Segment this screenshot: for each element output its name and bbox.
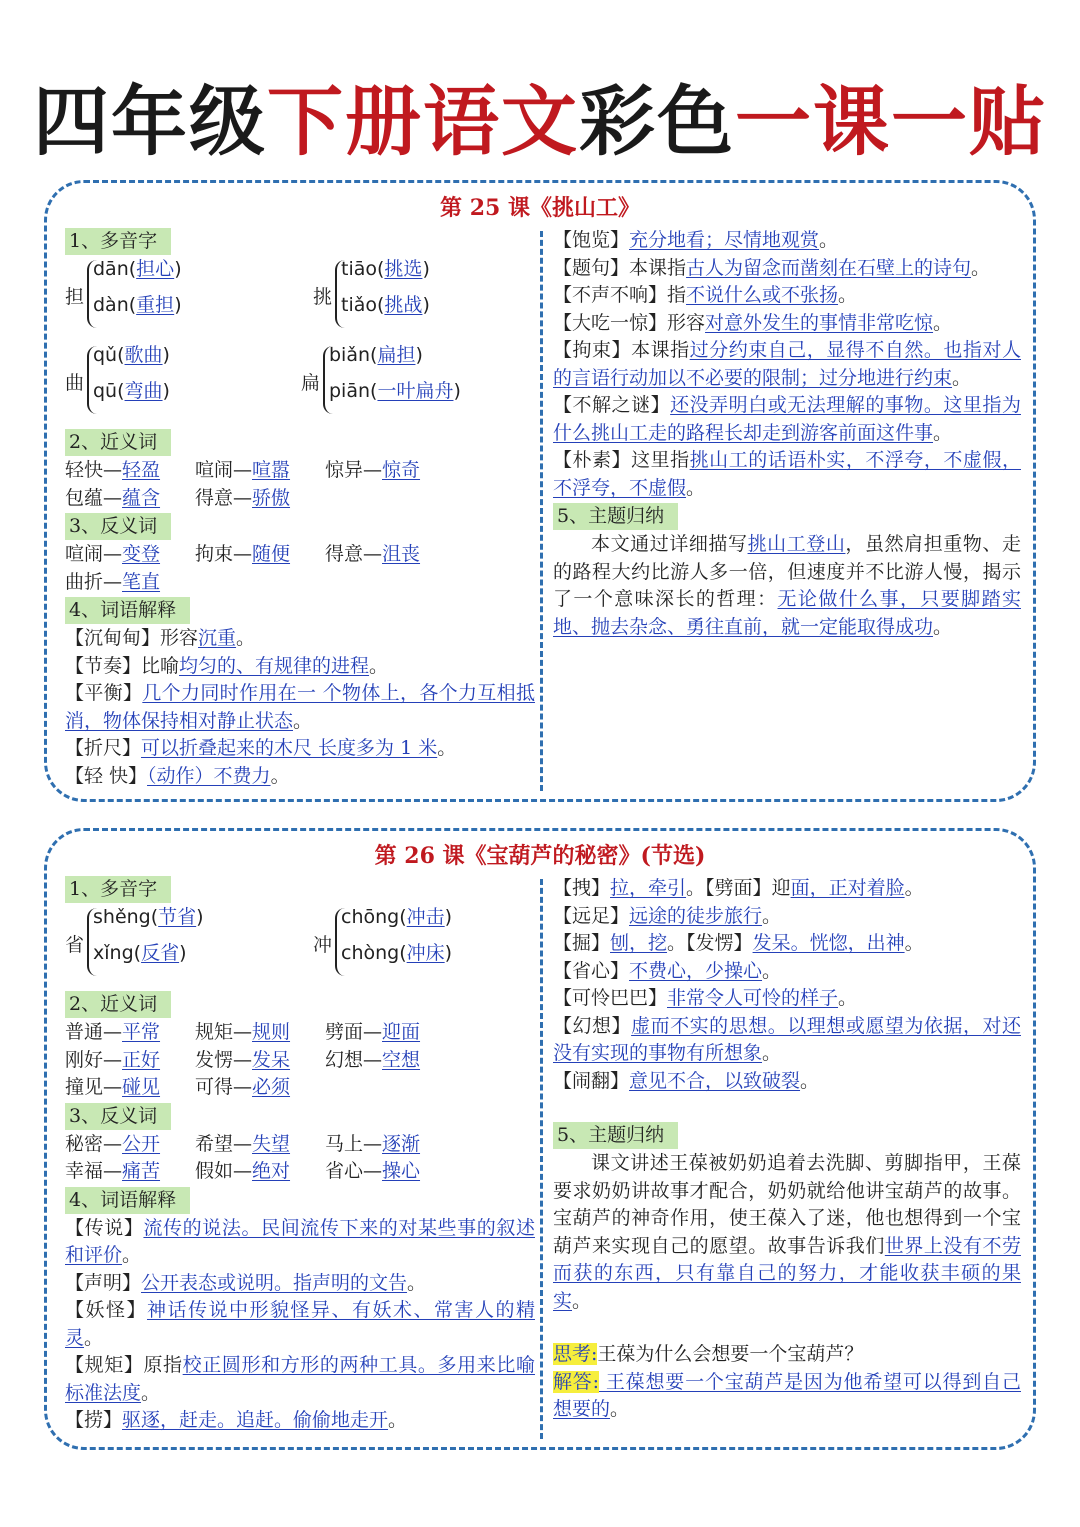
term: 【幻想】 xyxy=(553,1014,632,1037)
highlight: 挑山工登山 xyxy=(747,533,846,555)
definition xyxy=(553,310,1021,338)
pinyin: dàn xyxy=(93,294,129,316)
word: 喧闹— xyxy=(195,459,253,481)
pinyin: qū xyxy=(93,380,118,402)
word: 假如— xyxy=(195,1160,253,1182)
example-word: 一叶扁舟 xyxy=(377,380,454,402)
definition xyxy=(553,227,1021,255)
highlight: 无论做什么事，只要脚踏实地、抛去杂念、勇往直前，就一定能取得成功 xyxy=(553,588,1021,638)
word: 秘密— xyxy=(65,1132,123,1155)
prefix: 原指 xyxy=(143,1354,183,1376)
punct: 。 xyxy=(904,932,924,954)
prefix: 本课指 xyxy=(629,256,687,279)
polyphone-group: 省 shěng(节省) xǐng(反省) xyxy=(65,904,265,990)
definition xyxy=(65,735,535,763)
definition xyxy=(553,930,1021,958)
polyphone-group: 担 dān(担心) dàn(重担) xyxy=(65,256,265,342)
word: 惊异— xyxy=(325,459,383,481)
definition xyxy=(553,1068,1021,1096)
synonym: 正好 xyxy=(122,1048,161,1071)
synonym: 规则 xyxy=(252,1021,291,1043)
think-question xyxy=(553,1341,1021,1369)
punct: 。 xyxy=(762,904,782,927)
word: 喧闹— xyxy=(65,543,123,565)
title-part-color: 彩色 xyxy=(579,77,735,166)
meaning: 校正圆形和方形的两种工具。多用来比喻标准法度 xyxy=(65,1354,535,1404)
pinyin: piān xyxy=(329,380,371,402)
example-word: 节省 xyxy=(158,906,197,928)
antonym: 痛苦 xyxy=(122,1160,161,1182)
word: 普通— xyxy=(65,1021,123,1043)
meaning: 均匀的、有规律的进程 xyxy=(179,654,370,677)
lesson-26-title: 第 26 课《宝葫芦的秘密》(节选) xyxy=(374,843,706,869)
punct: 。 xyxy=(819,229,839,251)
lesson-25-title: 第 25 课《挑山工》 xyxy=(440,195,640,221)
word: 曲折— xyxy=(65,570,123,593)
section-synonyms: 2、近义词 xyxy=(65,991,171,1018)
lesson-26-card xyxy=(44,828,1036,1450)
punct: 。 xyxy=(388,1409,408,1431)
synonym-row xyxy=(65,485,535,513)
example-word: 重担 xyxy=(136,294,175,316)
definition xyxy=(553,985,1021,1013)
meaning: 拉，牵引 xyxy=(610,877,687,899)
answer xyxy=(553,1369,1021,1424)
word: 马上— xyxy=(325,1132,383,1155)
prefix: 形容 xyxy=(667,311,706,334)
polyphone-char: 省 xyxy=(65,934,85,956)
polyphone-row xyxy=(65,256,535,342)
term: 【闹翻】 xyxy=(553,1069,630,1092)
meaning: 流传的说法。民间流传下来的对某些事的叙述和评价 xyxy=(65,1216,535,1266)
word: 拘束— xyxy=(195,543,253,565)
punct: 。 xyxy=(141,1381,161,1404)
prefix: 本课指 xyxy=(631,339,690,361)
synonym: 空想 xyxy=(382,1048,421,1071)
meaning: 不费心，少操心 xyxy=(629,959,763,982)
lesson-25-left-column xyxy=(65,227,535,790)
section-definitions: 4、词语解释 xyxy=(65,1187,190,1214)
word: 规矩— xyxy=(195,1021,253,1043)
word: 包蕴— xyxy=(65,486,123,509)
polyphone-group: 挑 tiāo(挑选) tiǎo(挑战) xyxy=(313,256,513,342)
pinyin: xǐng xyxy=(93,942,134,964)
polyphone-row xyxy=(65,342,535,428)
synonym-row xyxy=(65,1047,535,1075)
punct: 。 xyxy=(686,877,706,899)
polyphone-group: 曲 qǔ(歌曲) qū(弯曲) xyxy=(65,342,265,428)
synonym: 蕴含 xyxy=(122,486,161,509)
definition xyxy=(553,282,1021,310)
term: 【规矩】 xyxy=(65,1354,144,1376)
punct: 。 xyxy=(762,1042,782,1064)
polyphone-char: 冲 xyxy=(313,934,333,956)
punct: 。 xyxy=(369,654,389,677)
lesson-25-right-column xyxy=(553,227,1021,641)
think-text: 王葆为什么会想要一个宝葫芦？ xyxy=(597,1343,864,1365)
antonym-row xyxy=(65,1131,535,1159)
title-part-book: 下册语文 xyxy=(267,77,579,166)
example-word: 冲床 xyxy=(406,942,445,964)
punct: 。 xyxy=(686,476,706,499)
example-word: 挑选 xyxy=(384,258,423,280)
antonym: 公开 xyxy=(122,1132,161,1155)
polyphone-char: 扁 xyxy=(301,372,321,394)
antonym: 沮丧 xyxy=(382,543,421,565)
term: 【声明】 xyxy=(65,1271,142,1294)
meaning: 发呆。恍惚，出神 xyxy=(752,932,905,954)
answer-label: 解答: xyxy=(553,1370,600,1393)
synonym: 必须 xyxy=(252,1076,291,1098)
punct: 。 xyxy=(838,987,858,1009)
punct: 。 xyxy=(437,737,457,759)
definition xyxy=(553,392,1021,447)
meaning: 过分约束自己，显得不自然。也指对人的言语行动加以不必要的限制；过分地进行约束 xyxy=(553,339,1021,389)
example-word: 弯曲 xyxy=(124,380,163,402)
definition xyxy=(65,1407,535,1435)
punct: 。 xyxy=(933,311,953,334)
term: 【不声不响】 xyxy=(553,284,668,306)
word: 劈面— xyxy=(325,1021,383,1043)
word: 撞见— xyxy=(65,1076,123,1098)
lesson-26-left-column xyxy=(65,875,535,1435)
punct: 。 xyxy=(270,764,290,787)
punct: 。 xyxy=(800,1069,820,1092)
meaning: 对意外发生的事情非常吃惊 xyxy=(705,311,934,334)
meaning: 沉重 xyxy=(198,627,237,649)
term: 【掘】 xyxy=(553,932,611,954)
punct: 。 xyxy=(667,932,687,954)
punct: 。 xyxy=(293,709,313,732)
section-polyphones: 1、多音字 xyxy=(65,228,171,255)
synonym: 碰见 xyxy=(122,1076,161,1098)
synonym: 平常 xyxy=(122,1021,161,1043)
definition xyxy=(65,1270,535,1298)
theme-paragraph xyxy=(553,531,1021,641)
pinyin: biǎn xyxy=(329,344,371,366)
polyphone-group: 扁 biǎn(扁担) piān(一叶扁舟) xyxy=(301,342,501,428)
term: 【不解之谜】 xyxy=(553,394,671,416)
antonym: 逐渐 xyxy=(382,1132,421,1155)
pinyin: tiǎo xyxy=(341,294,377,316)
punct: 。 xyxy=(122,1244,142,1266)
punct: 。 xyxy=(904,877,924,899)
definition xyxy=(553,447,1021,502)
meaning: （动作）不费力 xyxy=(147,764,271,787)
text: 。 xyxy=(572,1289,592,1312)
term: 【沉甸甸】 xyxy=(65,627,161,649)
example-word: 反省 xyxy=(141,942,180,964)
prefix: 形容 xyxy=(160,627,199,649)
term: 【省心】 xyxy=(553,959,630,982)
example-word: 歌曲 xyxy=(124,344,163,366)
meaning: 几个力同时作用在一 个物体上，各个力互相抵消，物体保持相对静止状态 xyxy=(65,682,535,732)
lesson-25-card xyxy=(44,180,1036,802)
punct: 。 xyxy=(610,1398,630,1420)
word: 得意— xyxy=(195,486,253,509)
antonym-row xyxy=(65,569,535,597)
term: 【发愣】 xyxy=(686,932,753,954)
term: 【题句】 xyxy=(553,256,630,279)
punct: 。 xyxy=(952,366,972,389)
meaning: 面，正对着脸 xyxy=(790,877,905,899)
definition xyxy=(553,1013,1021,1068)
definition xyxy=(65,1297,535,1352)
prefix: 指 xyxy=(667,284,687,306)
text: 。 xyxy=(933,615,953,638)
title-part-grade: 四年级 xyxy=(33,77,267,166)
punct: 。 xyxy=(407,1271,427,1294)
punct: 。 xyxy=(762,959,782,982)
meaning: 可以折叠起来的木尺 长度多为 1 米 xyxy=(141,737,438,759)
meaning: 虚而不实的思想。以理想或愿望为依据，对还没有实现的事物有所想象 xyxy=(553,1014,1021,1064)
prefix: 比喻 xyxy=(141,654,180,677)
meaning: 远途的徒步旅行 xyxy=(629,904,763,927)
meaning: 驱逐，赶走。追赶。偷偷地走开 xyxy=(122,1409,389,1431)
term: 【拘束】 xyxy=(553,339,632,361)
pinyin: dān xyxy=(93,258,129,280)
text: 课文讲述王葆被奶奶追着去洗脚、剪脚指甲，王葆要求奶奶讲故事才配合，奶奶就给他讲宝葫芦的故事。宝葫芦的神奇作用，使王葆入了迷，他也想得到一个宝葫芦来实现自己的愿望。故事告诉我们 xyxy=(553,1152,1021,1257)
section-polyphones: 1、多音字 xyxy=(65,876,171,903)
polyphone-char: 曲 xyxy=(65,372,85,394)
section-theme: 5、主题归纳 xyxy=(553,1122,678,1149)
synonym-row xyxy=(65,1074,535,1102)
pinyin: tiāo xyxy=(341,258,377,280)
synonym-row xyxy=(65,1019,535,1047)
section-theme: 5、主题归纳 xyxy=(553,503,678,530)
synonym: 迎面 xyxy=(382,1021,421,1043)
word: 可得— xyxy=(195,1076,253,1098)
think-label: 思考: xyxy=(553,1343,598,1365)
definition xyxy=(65,1352,535,1407)
synonym: 轻盈 xyxy=(122,459,161,481)
section-antonyms: 3、反义词 xyxy=(65,1103,171,1130)
term: 【平衡】 xyxy=(65,682,143,704)
punct: 。 xyxy=(933,421,953,444)
definition xyxy=(553,903,1021,931)
term: 【朴素】 xyxy=(553,449,632,471)
antonym: 操心 xyxy=(382,1160,421,1182)
meaning: 刨，挖 xyxy=(610,932,668,954)
word: 希望— xyxy=(195,1132,253,1155)
synonym: 喧嚣 xyxy=(252,459,291,481)
theme-paragraph xyxy=(553,1150,1021,1315)
synonym: 骄傲 xyxy=(252,486,291,509)
term: 【可怜巴巴】 xyxy=(553,987,668,1009)
highlight: 世界上没有不劳而获的东西，只有靠自己的努力，才能收获丰硕的果实 xyxy=(553,1234,1021,1312)
punct: 。 xyxy=(838,284,858,306)
punct: 。 xyxy=(236,627,256,649)
column-divider xyxy=(540,231,543,791)
antonym: 笔直 xyxy=(122,570,161,593)
section-definitions: 4、词语解释 xyxy=(65,597,190,624)
word: 幸福— xyxy=(65,1160,123,1182)
polyphone-char: 担 xyxy=(65,286,85,308)
term: 【饱览】 xyxy=(553,229,630,251)
meaning: 意见不合，以致破裂 xyxy=(629,1069,801,1092)
prefix: 这里指 xyxy=(631,449,690,471)
lesson-26-right-column xyxy=(553,875,1021,1424)
example-word: 扁担 xyxy=(377,344,416,366)
term: 【劈面】 xyxy=(705,877,772,899)
polyphone-group: 冲 chōng(冲击) chòng(冲床) xyxy=(313,904,513,990)
prefix: 迎 xyxy=(771,877,791,899)
text: 本文通过详细描写 xyxy=(591,533,748,555)
polyphone-row xyxy=(65,904,535,990)
meaning: 神话传说中形貌怪异、有妖术、常害人的精灵 xyxy=(65,1299,535,1349)
pinyin: shěng xyxy=(93,906,151,928)
definition xyxy=(65,680,535,735)
example-word: 冲击 xyxy=(406,906,445,928)
antonym: 绝对 xyxy=(252,1160,291,1182)
text: ，虽然肩担重物、走的路程大约比游人多一倍，但速度并不比游人慢，揭示了一个意味深长的哲理： xyxy=(553,533,1021,610)
meaning: 古人为留念而凿刻在石壁上的诗句 xyxy=(686,256,972,279)
page-title xyxy=(0,72,1080,172)
antonym: 失望 xyxy=(252,1132,291,1155)
term: 【轻 快】 xyxy=(65,764,148,787)
meaning: 公开表态或说明。指声明的文告 xyxy=(141,1271,408,1294)
punct: 。 xyxy=(84,1326,104,1349)
antonym-row xyxy=(65,541,535,569)
term: 【妖怪】 xyxy=(65,1299,147,1321)
word: 得意— xyxy=(325,543,383,565)
definition xyxy=(65,625,535,653)
word: 省心— xyxy=(325,1160,383,1182)
meaning: 挑山工的话语朴实，不浮夸，不虚假，不浮夸，不虚假 xyxy=(553,449,1021,499)
definition xyxy=(553,255,1021,283)
polyphone-char: 挑 xyxy=(313,286,333,308)
answer-text: 王葆想要一个宝葫芦是因为他希望可以得到自己想要的 xyxy=(553,1370,1021,1420)
meaning: 充分地看；尽情地观赏 xyxy=(629,229,820,251)
title-part-sticker: 一课一贴 xyxy=(735,77,1047,166)
column-divider xyxy=(540,879,543,1439)
punct: 。 xyxy=(971,256,991,279)
section-synonyms: 2、近义词 xyxy=(65,429,171,456)
example-word: 担心 xyxy=(136,258,175,280)
term: 【折尺】 xyxy=(65,737,142,759)
term: 【远足】 xyxy=(553,904,630,927)
term: 【传说】 xyxy=(65,1216,144,1239)
definition xyxy=(553,337,1021,392)
antonym-row xyxy=(65,1158,535,1186)
word: 刚好— xyxy=(65,1048,123,1071)
definition xyxy=(65,763,535,791)
word: 轻快— xyxy=(65,459,123,481)
pinyin: chōng xyxy=(341,906,400,928)
antonym: 变登 xyxy=(122,543,161,565)
section-antonyms: 3、反义词 xyxy=(65,513,171,540)
antonym: 随便 xyxy=(252,543,291,565)
term: 【节奏】 xyxy=(65,654,142,677)
pinyin: chòng xyxy=(341,942,400,964)
synonym: 发呆 xyxy=(252,1048,291,1071)
pinyin: qǔ xyxy=(93,344,118,366)
definition xyxy=(553,958,1021,986)
definition xyxy=(553,875,1021,903)
meaning: 还没弄明白或无法理解的事物。这里指为什么挑山工走的路程长却走到游客前面这件事 xyxy=(553,394,1021,444)
definition xyxy=(65,1215,535,1270)
synonym: 惊奇 xyxy=(382,459,421,481)
term: 【拽】 xyxy=(553,877,611,899)
meaning: 不说什么或不张扬 xyxy=(686,284,839,306)
term: 【大吃一惊】 xyxy=(553,311,668,334)
synonym-row xyxy=(65,457,535,485)
meaning: 非常令人可怜的样子 xyxy=(667,987,839,1009)
word: 发愣— xyxy=(195,1048,253,1071)
example-word: 挑战 xyxy=(384,294,423,316)
term: 【捞】 xyxy=(65,1409,123,1431)
word: 幻想— xyxy=(325,1048,383,1071)
definition xyxy=(65,653,535,681)
